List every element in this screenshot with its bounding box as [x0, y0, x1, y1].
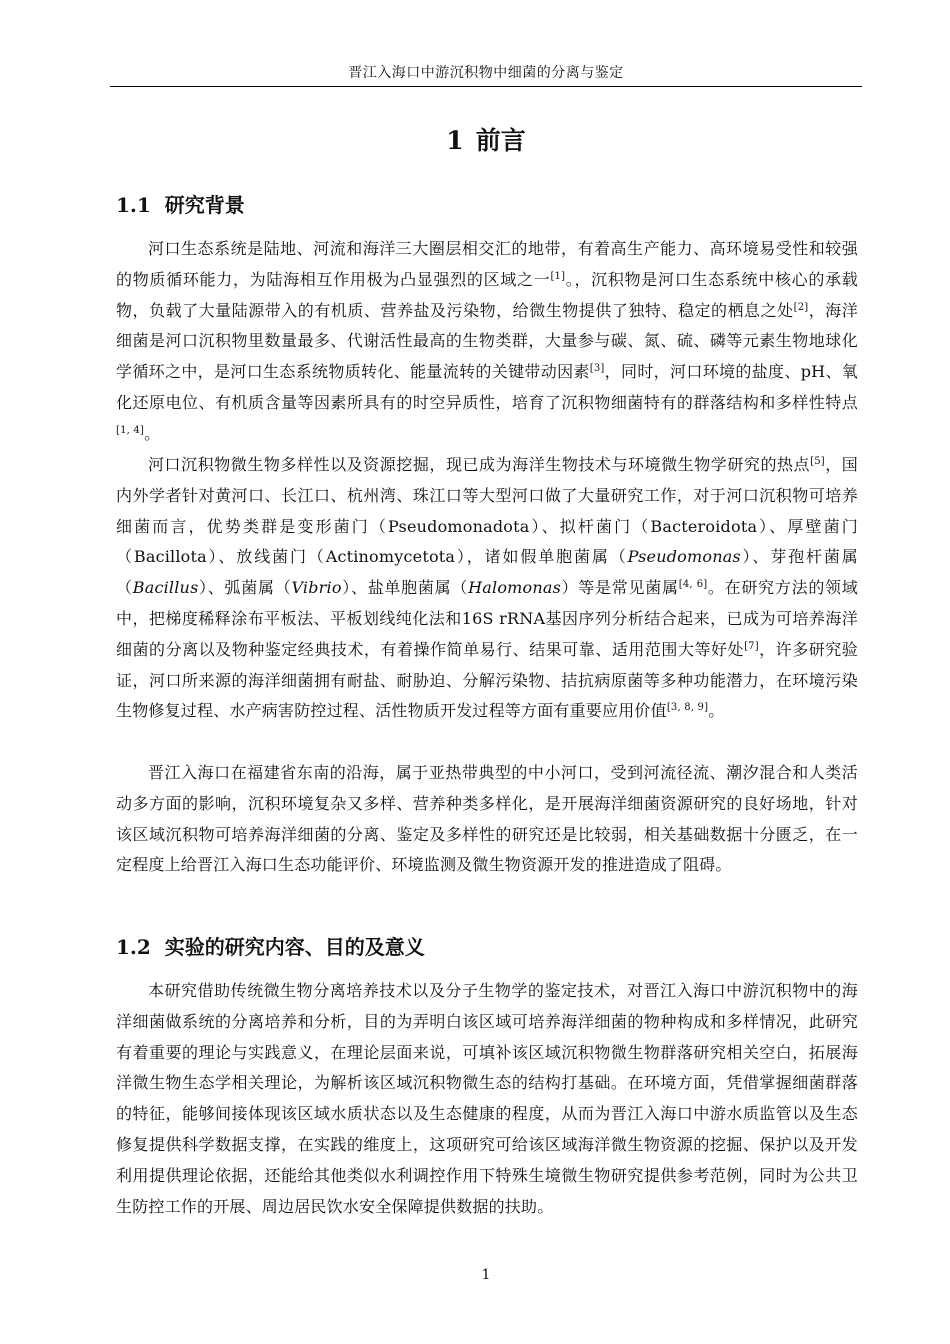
citation: [7]	[744, 640, 759, 652]
citation: [1, 4]	[116, 424, 145, 436]
citation: [2]	[793, 301, 809, 313]
text-run: 。	[144, 423, 161, 443]
text-run: ，国内外学者针对黄河口、长江口、杭州湾、珠江口等大型河口做了大量研究工作，对于河口沉积物可培养细菌而言，优势类群是变形菌门（Pseudomonadota）、拟杆菌门（Bacteroidota）、厚壁菌门（Bacillota）、放线菌门（Actinomycetota），诸如假单胞菌属（	[116, 455, 858, 567]
chapter-number: 1	[446, 126, 464, 155]
text-run: 河口生态系统是陆地、河流和海洋三大圈层相交汇的地带，有着高生产能力、高环境易受性和较强的物质循环能力，为陆海相互作用极为凸显强烈的区域之一	[116, 239, 858, 289]
header-rule	[110, 86, 862, 87]
text-run: ，同时，河口环境的盐度、pH、氧化还原电位、有机质含量等因素所具有的时空异质性，培育了沉积物细菌特有的群落结构和多样性特点	[116, 362, 858, 412]
text-run: ）等是常见菌属	[561, 578, 679, 598]
paragraph-research-content: 本研究借助传统微生物分离培养技术以及分子生物学的鉴定技术，对晋江入海口中游沉积物中的海洋细菌做系统的分离培养和分析，目的为弄明白该区域可培养海洋细菌的物种构成和多样情况，此研究有着重要的理论与实践意义，在理论层面来说，可填补该区域沉积物微生物群落研究相关空白，拓展海洋微生物生态学相关理论，为解析该区域沉积物微生态的结构打基础。在环境方面，凭借掌握细菌群落的特征，能够间接体现该区域水质状态以及生态健康的程度，从而为晋江入海口中游水质监管以及生态修复提供科学数据支撑，在实践的维度上，这项研究可给该区域海洋微生物资源的挖掘、保护以及开发利用提供理论依据，还能给其他类似水利调控作用下特殊生境微生物研究提供参考范例，同时为公共卫生防控工作的开展、周边居民饮水安全保障提供数据的扶助。	[116, 981, 858, 1216]
text-run: 。	[708, 701, 725, 721]
genus-name: Vibrio	[291, 578, 342, 598]
citation: [5]	[810, 456, 825, 467]
paragraph-background-3: 晋江入海口在福建省东南的沿海，属于亚热带典型的中小河口，受到河流径流、潮汐混合和人类活动多方面的影响，沉积环境复杂又多样、营养种类多样化，是开展海洋细菌资源研究的良好场地，针对该区域沉积物可培养海洋细菌的分离、鉴定及多样性的研究还是比较弱，相关基础数据十分匮乏，在一定程度上给晋江入海口生态功能评价、环境监测及微生物资源开发的推进造成了阻碍。	[116, 763, 858, 875]
running-header: 晋江入海口中游沉积物中细菌的分离与鉴定	[348, 65, 624, 81]
text-run: ，许多研究验证，河口所来源的海洋细菌拥有耐盐、耐胁迫、分解污染物、拮抗病原菌等多种功能潜力，在环境污染生物修复过程、水产病害防控过程、活性物质开发过程等方面有重要应用价值	[116, 639, 858, 721]
genus-name: Halomonas	[468, 578, 562, 598]
citation: [3, 8, 9]	[666, 702, 709, 714]
genus-name: Pseudomonas	[627, 547, 741, 567]
text-run: ）、弧菌属（	[198, 578, 292, 598]
text-run: 河口沉积物微生物多样性以及资源挖掘，现已成为海洋生物技术与环境微生物学研究的热点	[148, 455, 811, 474]
page-number: 1	[481, 1267, 491, 1283]
paragraph-background-2	[116, 450, 858, 727]
section-number: 1.2	[116, 935, 151, 959]
section-number: 1.1	[116, 193, 151, 217]
section-title: 研究背景	[164, 193, 245, 217]
section-heading-1-1	[116, 191, 245, 219]
text-run: ，海洋细菌是河口沉积物里数量最多、代谢活性最高的生物类群，大量参与碳、氮、硫、磷等元素生物地球化学循环之中，是河口生态系统物质转化、能量流转的关键带动因素	[116, 300, 858, 382]
citation: [1]	[550, 270, 566, 282]
text-run: ）、芽孢杆菌属（	[116, 547, 858, 598]
chapter-title	[110, 124, 862, 158]
citation: [3]	[589, 363, 605, 375]
chapter-title-text: 前言	[475, 126, 526, 155]
section-heading-1-2	[116, 933, 425, 961]
genus-name: Bacillus	[132, 578, 199, 598]
citation: [4, 6]	[678, 579, 708, 591]
text-run: 。在研究方法的领域中，把梯度稀释涂布平板法、平板划线纯化法和16S rRNA基因序列分析结合起来，已成为可培养海洋细菌的分离以及物种鉴定经典技术，有着操作简单易行、结果可靠、适用范围大等好处	[116, 578, 858, 659]
text-run: 。，沉积物是河口生态系统中核心的承载物，负载了大量陆源带入的有机质、营养盐及污染物，给微生物提供了独特、稳定的栖息之处	[116, 269, 858, 320]
paragraph-background-1	[116, 234, 858, 450]
section-title: 实验的研究内容、目的及意义	[164, 935, 425, 959]
text-run: ）、盐单胞菌属（	[341, 578, 469, 598]
